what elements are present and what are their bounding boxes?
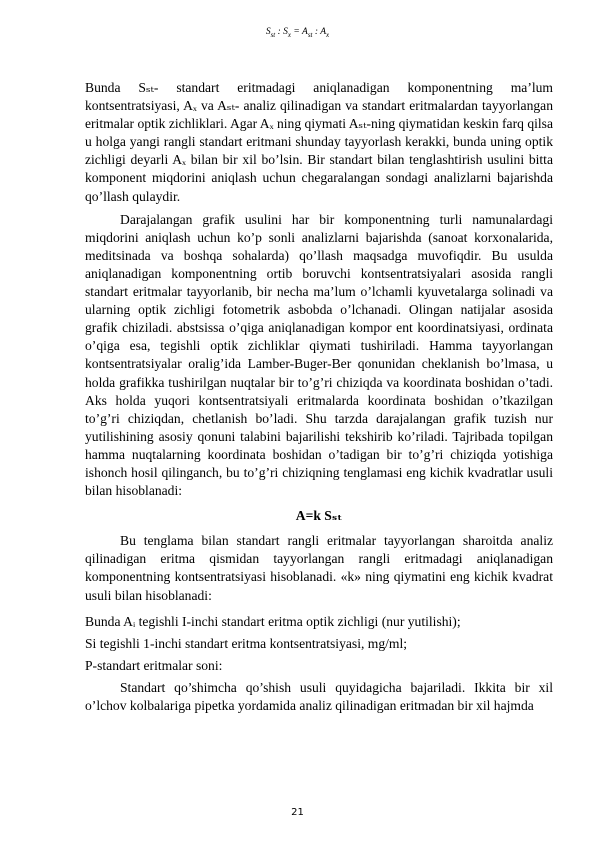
paragraph-1: Bunda Sₛₜ- standart eritmadagi aniqlanadigan komponentning ma’lum kontsentratsiyasi, Aₓ va Aₛₜ- analiz qilinadigan va standart eritmalardan tayyorlangan eritmalar optik zichliklari. Agar Aₓ ning qiymati Aₛₜ-ning qiymatidan keskin farq qilsa u holga yangi rangli standart eritmani shunday tayyorlash kerakki, bunda uning optik zichligi deyarli Aₓ bilan bir xil bo’lsin. Bir standart bilan tenglashtirish usulini bitta komponent miqdorini aniqlash uchun chegaralangan sondagi analizlarni bajarishda qo’llash qulaydir.: [85, 80, 553, 204]
paragraph-7: Standart qo’shimcha qo’shish usuli quyidagicha bajariladi. Ikkita bir xil o’lchov kolbalariga pipetka yordamida analiz qilinadigan eritmadan bir xil hajmda: [85, 679, 553, 713]
page-number: 21: [291, 807, 304, 818]
paragraph-2: Darajalangan grafik usulini har bir komponentning turli namunalardagi miqdorini aniqlash uchun ko’p sonli analizlarni bajarishda (sanoat korxonalarida, meditsinada va boshqa sohalarda) qo’llash maqsadga muvofiqdir. Bu usulda aniqlanadigan komponentning ortib boruvchi kontsentratsiyalari asosida rangli standart eritmalar tayyorlanib, bir necha ma’lum o’lchamli kyuvetalarga solinadi va ularning optik zichligi fotometrik asbobda o’lchanadi. Olingan natijalar asosida grafik chiziladi. abstsissa o’qiga aniqlanadigan kompor ent koordinatsiyasi, ordinata o’qiga esa, tegishli optik zichliklar qiymati tushiriladi. Hamma tayyorlangan kontsentratsiyalar oralig’ida Lamber-Buger-Ber qonunidan cheklanish bo’lmasa, u holda grafikka tushirilgan nuqtalar bir to’g’ri chiziqda va koordinata boshidan o’tadi. Aks holda yuqori kontsentratsiyali eritmalarda koordinata boshidan o’tkazilgan to’g’ri chiziqdan, chetlanish bo’ladi. Shu tarzda darajalangan grafik tuzish nur yutilishining asosiy qonuni talabini bajarilishi tekshirib ko’riladi. Tajribada topilgan hamma nuqtalarning koordinata boshidan o’tadigan bir to’g’ri chiziqda yotishiga ishonch hosil qilinganch, bu to’g’ri chiziqning tenglamasi eng kichik kvadratlar usuli bilan hisoblanadi:: [85, 211, 553, 499]
body-text: [85, 79, 553, 715]
paragraph-4: Bunda Aᵢ tegishli I-inchi standart eritma optik zichligi (nur yutilishi);: [85, 613, 461, 629]
paragraph-6: P-standart eritmalar soni:: [85, 657, 223, 673]
paragraph-3: Bu tenglama bilan standart rangli eritmalar tayyorlangan sharoitda analiz qilinadigan eritma qismidan tayyorlangan rangli eritmadagi aniqlanadigan komponentning kontsentratsiyasi hisoblanadi. «k» ning qiymatini eng kichik kvadrat usuli bilan hisoblanadi:: [85, 533, 553, 603]
formula-ratio: $S_{st}$ : $S_x = A_{st}$ : $A_x$: [265, 27, 330, 39]
paragraph-5: Si tegishli 1-inchi standart eritma kontsentratsiyasi, mg/ml;: [85, 635, 408, 651]
formula-linear: A=k Sₛₜ: [295, 508, 343, 524]
